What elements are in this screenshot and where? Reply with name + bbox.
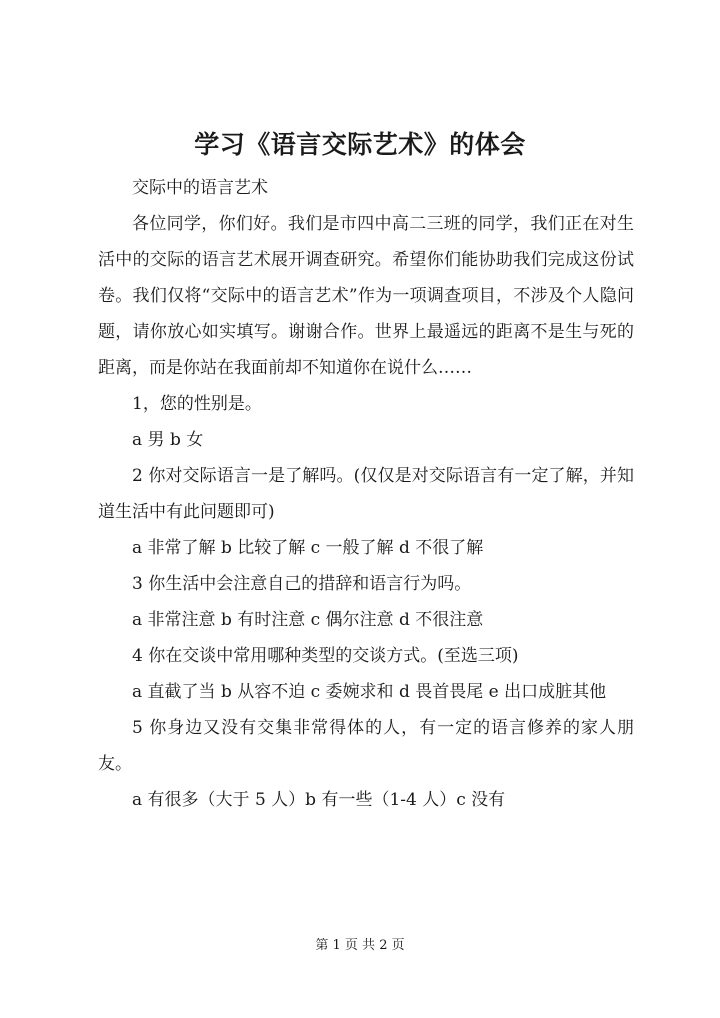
document-body (98, 170, 634, 818)
question-4-options: a 直截了当 b 从容不迫 c 委婉求和 d 畏首畏尾 e 出口成脏其他 (132, 682, 607, 702)
paragraph-intro: 各位同学，你们好。我们是市四中高二三班的同学，我们正在对生活中的交际的语言艺术展开调查研究。希望你们能协助我们完成这份试卷。我们仅将“交际中的语言艺术”作为一项调查项目，不涉及个人隐问题，请你放心如实填写。谢谢合作。世界上最遥远的距离不是生与死的距离，而是你站在我面前却不知道你在说什么…… (98, 214, 634, 378)
page-footer: 第 1 页 共 2 页 (315, 938, 405, 953)
paragraph-subtitle: 交际中的语言艺术 (132, 178, 268, 198)
document-title: 学习《语言交际艺术》的体会 (194, 130, 526, 159)
question-5-options: a 有很多（大于 5 人）b 有一些（1-4 人）c 没有 (132, 790, 506, 810)
question-2-options: a 非常了解 b 比较了解 c 一般了解 d 不很了解 (132, 538, 484, 558)
question-3-options: a 非常注意 b 有时注意 c 偶尔注意 d 不很注意 (132, 610, 484, 630)
question-1-options: a 男 b 女 (132, 430, 204, 450)
question-5: 5 你身边又没有交集非常得体的人，有一定的语言修养的家人朋友。 (98, 718, 634, 774)
question-3: 3 你生活中会注意自己的措辞和语言行为吗。 (132, 574, 472, 594)
question-2: 2 你对交际语言一是了解吗。(仅仅是对交际语言有一定了解，并知道生活中有此问题即可) (98, 466, 634, 522)
question-1: 1，您的性别是。 (132, 394, 262, 414)
question-4: 4 你在交谈中常用哪种类型的交谈方式。(至选三项) (132, 646, 519, 666)
